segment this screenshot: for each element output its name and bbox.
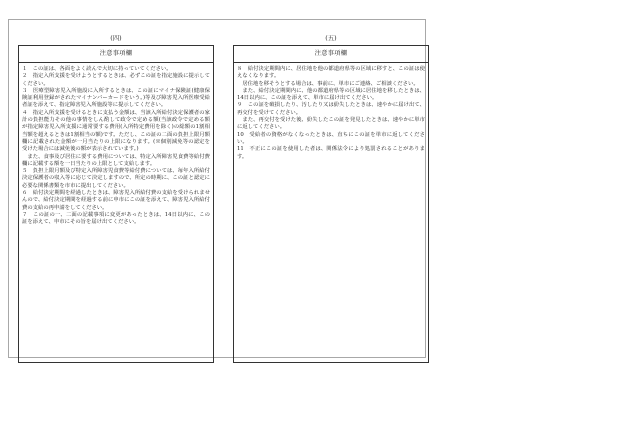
note-5: ５ 負担上限月額及び特定入所障害児食費等給付費については、毎年入所給付決定保護者の収入等に応じて決定しますので、所定の時期に、この証と認定に必要な関係書類を市市に提出してください。	[22, 168, 210, 189]
note-3: ３ 医療型障害児入所施設に入所するときは、この証にマイナ保険証(健康保険証利用登録がされたマイナンバーカードをいう。)等及び障害児入所医療受給者証を添えて、指定障害児入所施設等に提示してください。	[22, 87, 210, 109]
notes-heading-four: 注意事項欄	[19, 46, 213, 63]
note-9-continued: また、再交付を受けた後、紛失したこの証を発見したときは、速やかに単市に返してください。	[237, 117, 425, 131]
page-five	[233, 32, 429, 350]
note-8-continued-1: 居住地を移そうとする場合は、事前に、単市にご連絡、ご相談ください。	[237, 80, 419, 87]
page-label-five: (五)	[325, 34, 337, 42]
note-8-continued-2: また、給付決定期間内に、他の都道府県等の区域に居住地を移したときは、14日以内に、この証を添えて、単市に届け出てください。	[237, 87, 425, 102]
note-2: ２ 指定入所支援を受けようとするときは、必ずこの証を指定施設に提示してください。	[22, 73, 210, 87]
note-4-continued: また、食事及び居住に要する費用については、特定入所障害児食費等給付費欄に記載する額を一日当たりの上限として支給します。	[22, 153, 210, 167]
notes-box-five	[233, 45, 429, 363]
page-label-four: (四)	[110, 34, 122, 42]
notes-heading-five: 注意事項欄	[234, 46, 428, 63]
document-sheet	[8, 19, 426, 358]
note-1: １ この証は、各面をよく読んで大切に持っていてください。	[22, 66, 172, 72]
note-6: ６ 給付決定期間を経過したときは、障害児入所給付費の支給を受けられませんので、給付決定期間を経過する前に申市にこの証を添えて、障害児入所給付費の支給の再申請をしてください。	[22, 190, 210, 211]
note-4: ４ 指定入所支援を受けるときに支払う金額は、当該入所給付決定保護者の家計の負担能力その他の事情をしん酌して政令で定める額(当該政令で定める額が指定障害児入所支援に通常要する費用(入所特定費用を除く)の総額の1割相当額を超えるときは1割相当の額)です。ただし、この証の二面の負担上限月額欄に記載された金額が一月当たりの上限になります。(※個別減免等の認定を受けた場合には減免後の額が表示されています。)	[22, 109, 210, 153]
page-four	[18, 32, 214, 350]
notes-body-four	[19, 63, 213, 227]
notes-body-five	[234, 63, 428, 161]
note-9: ９ この証を破損したり、汚したり又は紛失したときは、速やかに届け出て、再交付を受けてください。	[237, 102, 425, 116]
note-10: 10 受給者の資格がなくなったときは、直ちにこの証を単市に返してください。	[237, 131, 425, 145]
note-8: ８ 給付決定期間内に、居住地を他の都道府県等の区域に移すと、この証は使えなくなります。	[237, 66, 425, 80]
note-7: ７ この証の一、二面の記載事項に変更があったときは、14日以内に、この証を添えて、申市にその旨を届け出てください。	[22, 211, 210, 226]
notes-box-four	[18, 45, 214, 363]
note-11: 11 不正にこの証を使用した者は、関係法令により処罰されることがあります。	[237, 146, 425, 160]
